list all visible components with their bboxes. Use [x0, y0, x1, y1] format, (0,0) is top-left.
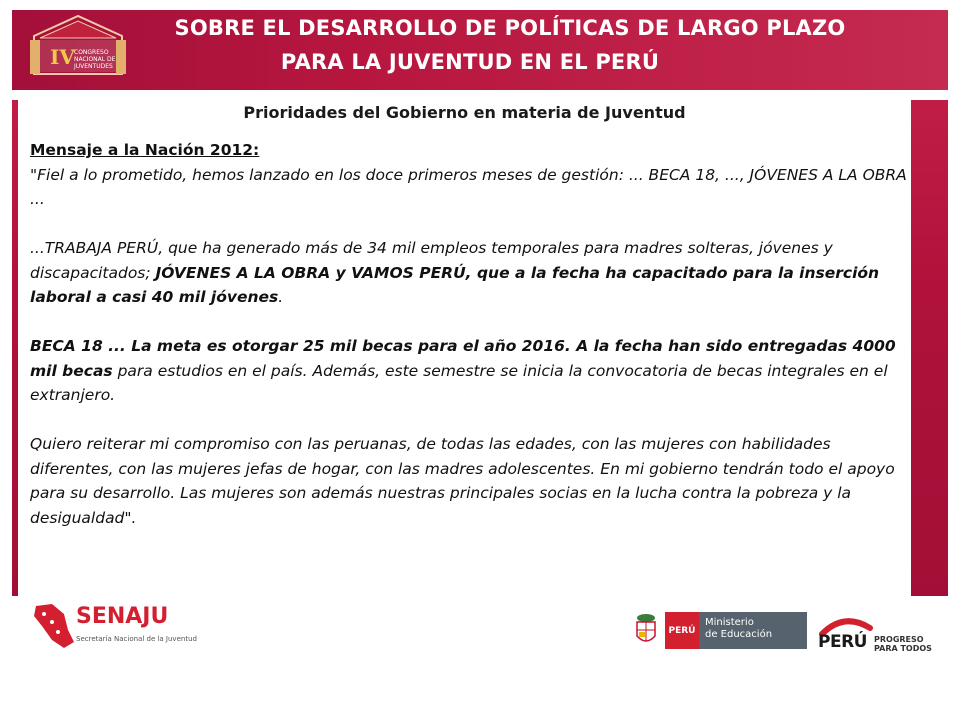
paragraph-2-part-c: .	[278, 288, 284, 306]
speech-text	[30, 138, 910, 530]
slide-title-line-1: SOBRE EL DESARROLLO DE POLÍTICAS DE LARGO PLAZO	[174, 16, 846, 40]
ministry-education-logo	[665, 612, 807, 649]
svg-text:CONGRESO: CONGRESO	[74, 49, 109, 56]
paragraph-4: Quiero reiterar mi compromiso con las peruanas, de todas las edades, con las mujeres con habilidades diferentes, con las mujeres jefas de hogar, con las madres adolescentes. En mi gobierno tendrán todo el apoyo para su desarrollo. Las mujeres son además nuestras principales socias en la lucha contra la pobreza y la desigualdad".	[30, 435, 895, 527]
section-subtitle: Prioridades del Gobierno en materia de Juventud	[243, 103, 686, 122]
paragraph-3	[30, 334, 910, 408]
peru-brand-tagline	[874, 635, 932, 653]
tagline-line-2: PARA TODOS	[874, 644, 932, 653]
paragraph-2	[30, 236, 910, 310]
svg-text:JUVENTUDES: JUVENTUDES	[74, 63, 113, 70]
senaju-logo-text: SENAJU	[76, 604, 169, 629]
paragraph-3-part-b: para estudios en el país. Además, este semestre se inicia la convocatoria de becas integrales en el extranjero.	[30, 361, 888, 404]
senaju-subtitle: Secretaría Nacional de la Juventud	[76, 635, 197, 643]
ministry-name-line-1: Ministerio	[705, 617, 754, 628]
slide-title-line-2: PARA LA JUVENTUD EN EL PERÚ	[280, 50, 660, 74]
tagline-line-1: PROGRESO	[874, 635, 924, 644]
paragraph-2-part-b: JÓVENES A LA OBRA y VAMOS PERÚ, que a la fecha ha capacitado para la inserción laboral a casi 40 mil jóvenes	[30, 263, 880, 306]
ministry-name-line-2: de Educación	[705, 629, 773, 640]
paragraph-1: "Fiel a lo prometido, hemos lanzado en los doce primeros meses de gestión: ... BECA 18, ..., JÓVENES A LA OBRA ...	[30, 165, 907, 208]
paragraph-2-part-a: ...TRABAJA PERÚ, que ha generado más de 34 mil empleos temporales para madres solteras, jóvenes y discapacitados;	[30, 239, 833, 282]
ministry-name	[699, 612, 807, 649]
speech-heading: Mensaje a la Nación 2012:	[30, 141, 260, 159]
paragraph-3-part-a: BECA 18 ... La meta es otorgar 25 mil becas para el año 2016. A la fecha han sido entregadas 4000 mil becas	[30, 337, 896, 380]
peru-brand-word: PERÚ	[818, 632, 867, 652]
svg-text:IV: IV	[50, 45, 75, 69]
peru-coat-of-arms-icon	[632, 612, 660, 648]
content-panel	[18, 92, 911, 606]
svg-text:NACIONAL DE: NACIONAL DE	[74, 56, 116, 63]
ministry-country-label: PERÚ	[665, 612, 699, 649]
